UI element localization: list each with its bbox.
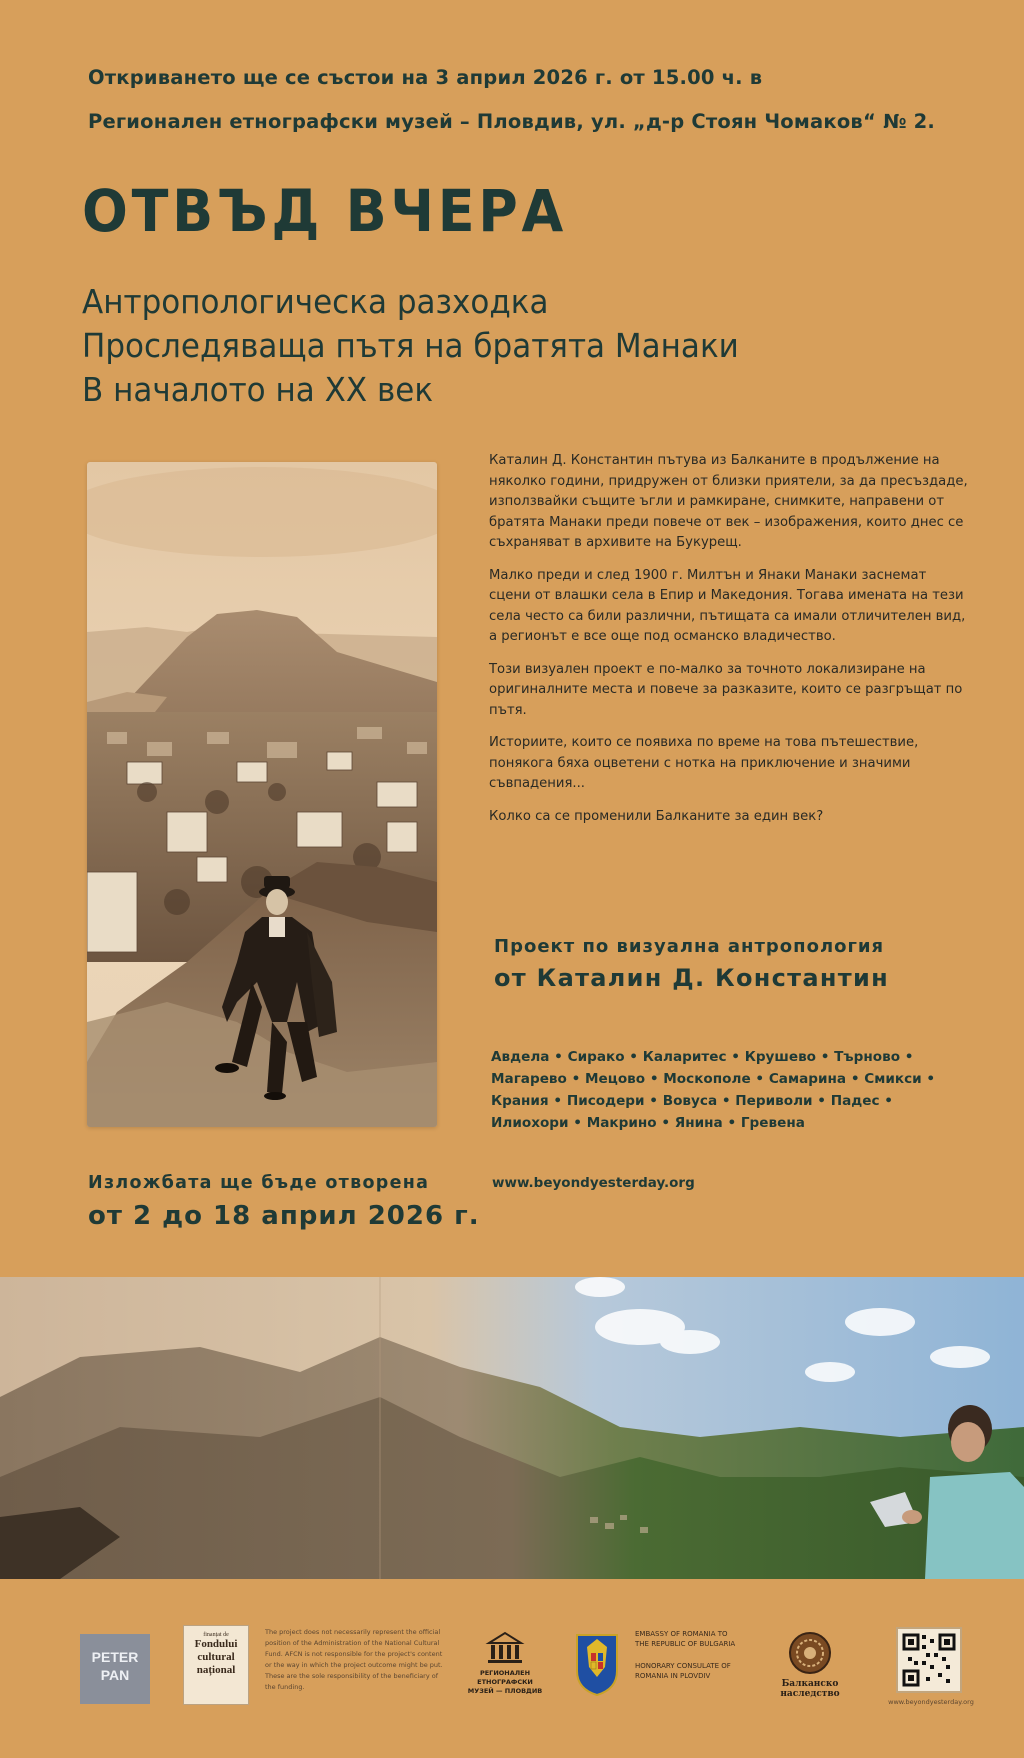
qr-code-icon (900, 1631, 958, 1689)
regional-ethnographic-museum-logo: РЕГИОНАЛЕН ЕТНОГРАФСКИ МУЗЕЙ — ПЛОВДИВ (462, 1631, 548, 1705)
subtitle (82, 280, 781, 412)
heritage-medallion-icon (788, 1631, 832, 1675)
subtitle-line-3: В началото на XX век (82, 370, 434, 409)
qr-code[interactable] (896, 1627, 962, 1693)
subtitle-line-1: Антропологическа разходка (82, 282, 549, 321)
qr-caption: www.beyondyesterday.org (888, 1698, 974, 1706)
disclaimer-text: The project does not necessarily represent the official position of the Administration of the National Cultural Fund. AFCN is not responsible for the project's content or the way in which the project outcome might be put. These are the sole responsibility of the beneficiary of the funding. (265, 1628, 443, 1691)
manaki-photo-man-on-hill (87, 462, 437, 1127)
page-title: ОТВЪД ВЧЕРА (82, 177, 568, 245)
description-paragraph-1: Каталин Д. Константин пътува из Балканите в продължение на няколко години, придружен от близки приятели, за да пресъздаде, използвайки същите ъгли и рамкиране, снимките, направени от братята Манаки преди повече от век – изображения, които днес се съхраняват в архивите на Букурещ. (489, 453, 968, 550)
description-paragraph-5: Колко са се променили Балканите за един век? (489, 808, 824, 824)
balkan-heritage-logo: Балканско наследство (777, 1631, 843, 1705)
website-link[interactable]: www.beyondyesterday.org (492, 1175, 695, 1191)
project-label: Проект по визуална антропология (494, 936, 885, 957)
project-author: от Каталин Д. Константин (494, 964, 889, 992)
exhibition-label: Изложбата ще бъде отворена (88, 1173, 430, 1193)
romania-coat-of-arms-icon (574, 1631, 620, 1697)
panorama-then-now-photo (0, 1277, 1024, 1579)
fcn-logo: finanțat de Fondului cultural național (183, 1625, 249, 1705)
subtitle-line-2: Проследяваща пътя на братята Манаки (82, 326, 739, 365)
opening-info-line-2: Регионален етнографски музей – Пловдив, ул. „д-р Стоян Чомаков“ № 2. (88, 110, 935, 133)
village-list: Авдела • Сирако • Каларитес • Крушево • Търново • Магарево • Мецово • Москополе • Самарина • Смикси • Крания • Писодери • Вовуса • Периволи • Падес • Илиохори • Макрино • Янина • Гревена (491, 1049, 936, 1131)
description-text (489, 451, 969, 839)
exhibition-dates: от 2 до 18 април 2026 г. (88, 1201, 480, 1231)
museum-building-icon (485, 1631, 525, 1665)
sponsor-logos-bar (0, 1579, 1024, 1758)
description-paragraph-2: Малко преди и след 1900 г. Милтън и Янаки Манаки заснемат сцени от влашки села в Епир и Македония. Тогава имената на тези села често са били различни, пътищата са имали отличителен вид, а регионът е все още под османско владичество. (489, 567, 966, 644)
embassy-text: EMBASSY OF ROMANIA TO THE REPUBLIC OF BULGARIA HONORARY CONSULATE OF ROMANIA IN PLOVDIV (635, 1630, 736, 1680)
peter-pan-logo: PETER PAN (80, 1634, 150, 1704)
opening-info-line-1: Откриването ще се състои на 3 април 2026 г. от 15.00 ч. в (88, 66, 763, 89)
description-paragraph-4: Историите, които се появиха по време на това пътешествие, понякога бяха оцветени с нотка на приключение и значими съвпадения... (489, 735, 919, 791)
description-paragraph-3: Този визуален проект е по-малко за точното локализиране на оригиналните места и повече за разказите, които се разгръщат по пътя. (489, 661, 963, 718)
